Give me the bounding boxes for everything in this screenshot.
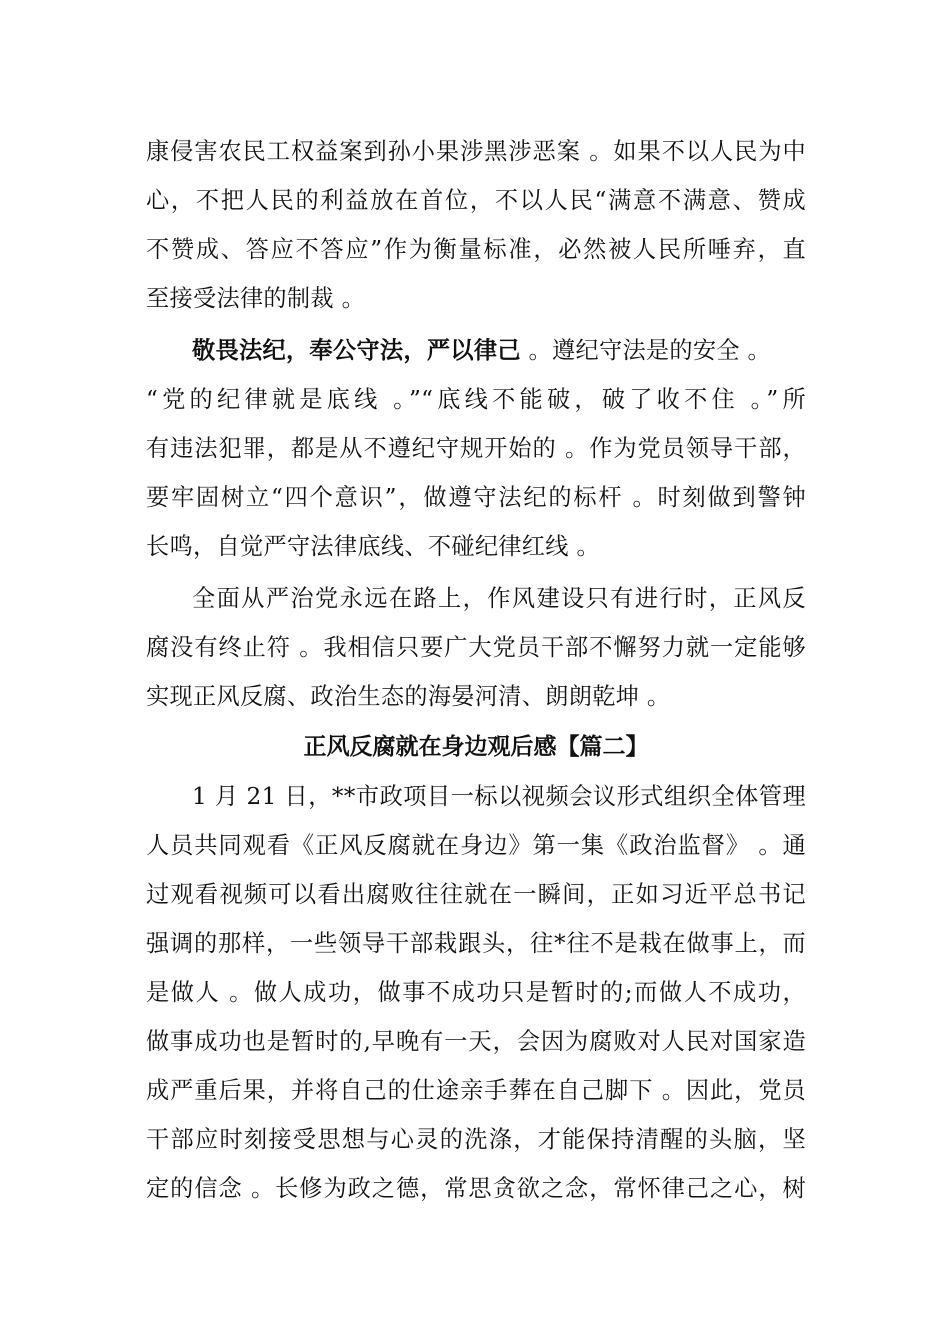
text-line: 做事成功也是暂时的,早晚有一天，会因为腐败对人民对国家造 xyxy=(146,1028,806,1055)
text-line: 康侵害农民工权益案到孙小果涉黑涉恶案 。如果不以人民为中 xyxy=(146,138,806,165)
text-line: 腐没有终止符 。我相信只要广大党员干部不懈努力就一定能够 xyxy=(146,634,806,661)
text-line: 成严重后果，并将自己的仕途亲手葬在自己脚下 。因此，党员 xyxy=(146,1077,806,1104)
text-line: 长鸣，自觉严守法律底线、不碰纪律红线 。 xyxy=(146,533,600,560)
text-line: 不赞成、答应不答应”作为衡量标准，必然被人民所唾弃，直 xyxy=(146,236,806,263)
section-heading: 正风反腐就在身边观后感【篇二】 xyxy=(303,734,649,760)
text-line: “党的纪律就是底线 。”“底线不能破，破了收不住 。”所 xyxy=(146,386,806,413)
text-line: 干部应时刻接受思想与心灵的洗涤，才能保持清醒的头脑，坚 xyxy=(146,1126,806,1153)
text-line: 定的信念 。长修为政之德，常思贪欲之念，常怀律己之心，树 xyxy=(146,1175,806,1202)
text-line: 有违法犯罪，都是从不遵纪守规开始的 。作为党员领导干部， xyxy=(146,435,806,462)
text-line: 全面从严治党永远在路上，作风建设只有进行时，正风反 xyxy=(192,585,806,612)
text-line: 实现正风反腐、政治生态的海晏河清、朗朗乾坤 。 xyxy=(146,683,671,710)
text-line: 心，不把人民的利益放在首位，不以人民“满意不满意、赞成 xyxy=(146,187,806,214)
text-line: 要牢固树立“四个意识”，做遵守法纪的标杆 。时刻做到警钟 xyxy=(146,484,806,511)
text-line: 至接受法律的制裁 。 xyxy=(146,285,366,312)
text-line: 人员共同观看《正风反腐就在身边》第一集《政治监督》 。通 xyxy=(146,832,806,859)
text-line: 是做人 。做人成功，做事不成功只是暂时的;而做人不成功， xyxy=(146,979,806,1006)
text-line: 1 月 21 日，**市政项目一标以视频会议形式组织全体管理 xyxy=(192,783,806,810)
text-line: 过观看视频可以看出腐败往往就在一瞬间，正如习近平总书记 xyxy=(146,881,806,908)
lead-rest: 。遵纪守法是的安全 。 xyxy=(520,337,772,364)
bold-lead: 敬畏法纪，奉公守法，严以律己 xyxy=(192,337,521,364)
text-line: 强调的那样，一些领导干部栽跟头，往*往不是栽在做事上，而 xyxy=(146,930,806,957)
text-line xyxy=(192,331,806,371)
